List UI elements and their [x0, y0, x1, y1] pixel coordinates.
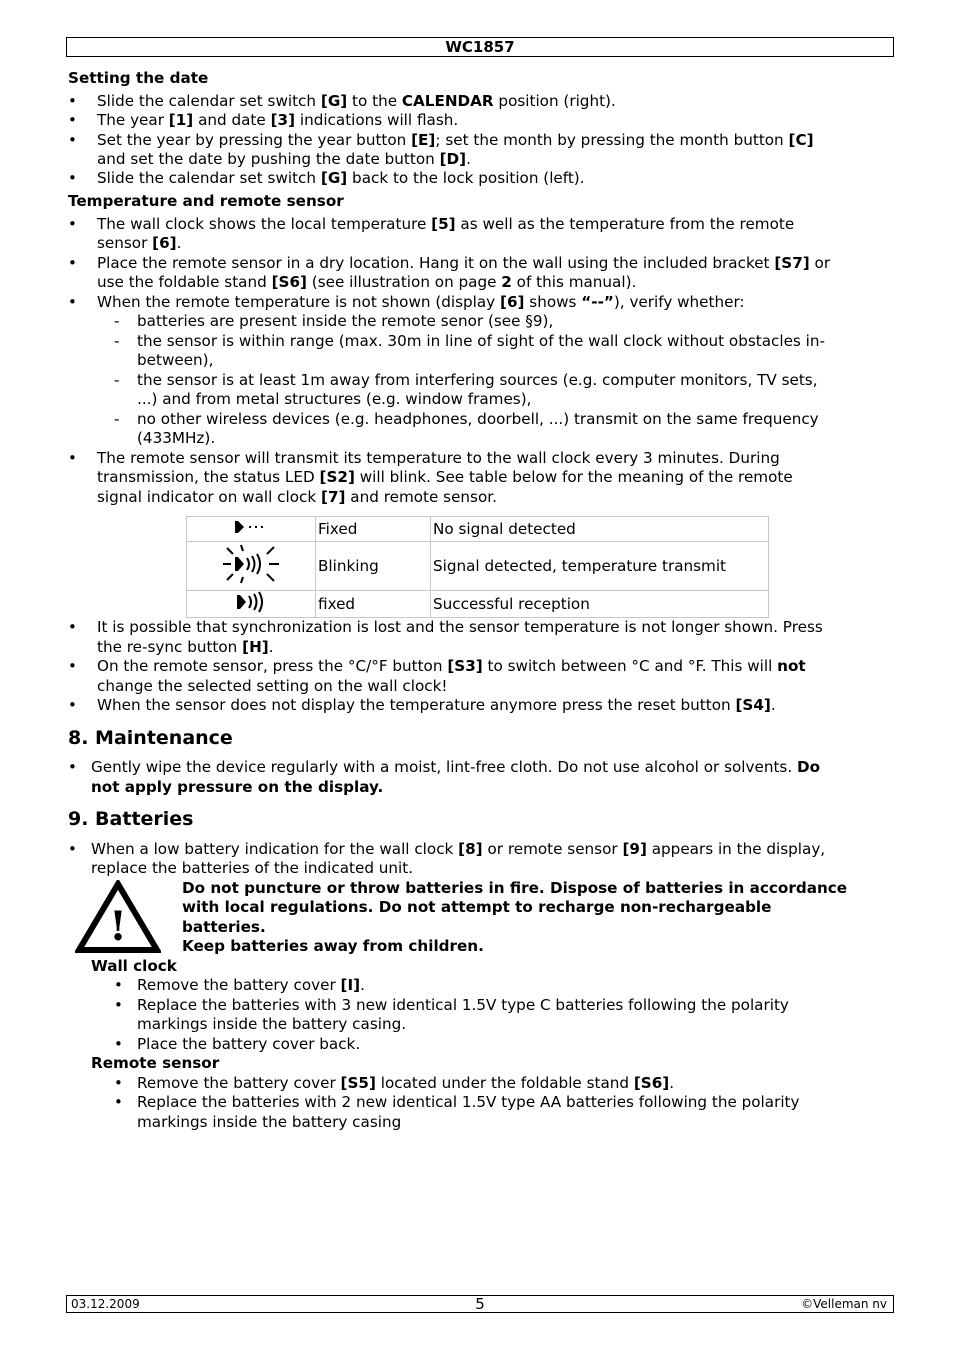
list-item: Slide the calendar set switch [G] back to the lock position (left).: [97, 169, 585, 187]
state-cell: Blinking: [316, 542, 431, 591]
footer: [66, 1295, 894, 1313]
sub-item: the sensor is at least 1m away from interfering sources (e.g. computer monitors, TV sets,: [137, 371, 818, 389]
dash: -: [114, 332, 120, 350]
warning-text: with local regulations. Do not attempt to recharge non-rechargeable: [182, 898, 772, 916]
header-model: WC1857: [66, 37, 894, 57]
table-row: [187, 591, 769, 618]
list-item: The wall clock shows the local temperature [5] as well as the temperature from the remote: [97, 215, 795, 233]
state-cell: fixed: [316, 591, 431, 618]
wall-clock-heading: Wall clock: [91, 957, 177, 975]
bullet: •: [68, 840, 77, 858]
temperature-heading: Temperature and remote sensor: [68, 192, 344, 210]
list-item: Place the battery cover back.: [137, 1035, 361, 1053]
bullet: •: [114, 1074, 123, 1092]
footer-date: 03.12.2009: [71, 1297, 140, 1311]
list-item: Remove the battery cover [I].: [137, 976, 365, 994]
svg-text:!: !: [109, 903, 127, 950]
bullet: •: [68, 758, 77, 776]
maintenance-heading: 8. Maintenance: [68, 727, 233, 749]
list-item: On the remote sensor, press the °C/°F button [S3] to switch between °C and °F. This will not: [97, 657, 806, 675]
bullet: •: [68, 449, 77, 467]
page-number: 5: [475, 1295, 485, 1313]
list-item: The remote sensor will transmit its temperature to the wall clock every 3 minutes. During: [97, 449, 780, 467]
table-row: [187, 542, 769, 591]
icon-cell: [187, 542, 316, 591]
list-item: When the remote temperature is not shown (display [6] shows “--”), verify whether:: [97, 293, 745, 311]
bullet: •: [114, 1093, 123, 1111]
list-item-cont: use the foldable stand [S6] (see illustration on page 2 of this manual).: [97, 273, 637, 291]
signal-blinking-icon: [219, 542, 283, 586]
bullet: •: [68, 657, 77, 675]
list-item-cont: sensor [6].: [97, 234, 182, 252]
signal-none-icon: [231, 517, 271, 537]
list-item: Remove the battery cover [S5] located under the foldable stand [S6].: [137, 1074, 675, 1092]
bullet: •: [68, 131, 77, 149]
warning-text: Keep batteries away from children.: [182, 937, 484, 955]
sub-item-cont: (433MHz).: [137, 429, 216, 447]
dash: -: [114, 410, 120, 428]
list-item: When a low battery indication for the wall clock [8] or remote sensor [9] appears in the display,: [91, 840, 826, 858]
state-cell: Fixed: [316, 517, 431, 542]
sub-item-cont: ...) and from metal structures (e.g. window frames),: [137, 390, 532, 408]
remote-sensor-heading: Remote sensor: [91, 1054, 220, 1072]
bullet: •: [114, 976, 123, 994]
warning-text: Do not puncture or throw batteries in fire. Dispose of batteries in accordance: [182, 879, 848, 897]
warning-triangle-icon: [75, 880, 161, 954]
list-item-cont: transmission, the status LED [S2] will blink. See table below for the meaning of the remote: [97, 468, 793, 486]
list-item: When the sensor does not display the temperature anymore press the reset button [S4].: [97, 696, 776, 714]
sub-item: no other wireless devices (e.g. headphones, doorbell, ...) transmit on the same frequency: [137, 410, 819, 428]
list-item-cont: not apply pressure on the display.: [91, 778, 384, 796]
list-item: Gently wipe the device regularly with a moist, lint-free cloth. Do not use alcohol or solvents. Do: [91, 758, 821, 776]
meaning-cell: Successful reception: [431, 591, 769, 618]
signal-table: [186, 516, 769, 618]
list-item: Slide the calendar set switch [G] to the CALENDAR position (right).: [97, 92, 616, 110]
footer-copyright: ©Velleman nv: [801, 1297, 887, 1311]
list-item: Place the remote sensor in a dry location. Hang it on the wall using the included bracket [S7] or: [97, 254, 831, 272]
list-item-cont: change the selected setting on the wall clock!: [97, 677, 448, 695]
bullet: •: [68, 111, 77, 129]
dash: -: [114, 312, 120, 330]
list-item: Replace the batteries with 2 new identical 1.5V type AA batteries following the polarity: [137, 1093, 800, 1111]
list-item-cont: signal indicator on wall clock [7] and remote sensor.: [97, 488, 497, 506]
warning-text: batteries.: [182, 918, 266, 936]
list-item-cont: and set the date by pushing the date button [D].: [97, 150, 471, 168]
list-item: Replace the batteries with 3 new identical 1.5V type C batteries following the polarity: [137, 996, 789, 1014]
bullet: •: [68, 254, 77, 272]
list-item-cont: replace the batteries of the indicated unit.: [91, 859, 414, 877]
meaning-cell: No signal detected: [431, 517, 769, 542]
bullet: •: [114, 996, 123, 1014]
bullet: •: [68, 293, 77, 311]
batteries-heading: 9. Batteries: [68, 808, 194, 830]
list-item-cont: markings inside the battery casing: [137, 1113, 402, 1131]
bullet: •: [68, 92, 77, 110]
signal-full-icon: [231, 591, 271, 613]
bullet: •: [68, 618, 77, 636]
bullet: •: [114, 1035, 123, 1053]
table-row: [187, 517, 769, 542]
icon-cell: [187, 517, 316, 542]
list-item: The year [1] and date [3] indications will flash.: [97, 111, 459, 129]
dash: -: [114, 371, 120, 389]
bullet: •: [68, 215, 77, 233]
list-item-cont: the re-sync button [H].: [97, 638, 274, 656]
bullet: •: [68, 696, 77, 714]
icon-cell: [187, 591, 316, 618]
list-item: It is possible that synchronization is lost and the sensor temperature is not longer shown. Press: [97, 618, 823, 636]
sub-item: the sensor is within range (max. 30m in line of sight of the wall clock without obstacles in-: [137, 332, 825, 350]
sub-item: batteries are present inside the remote senor (see §9),: [137, 312, 554, 330]
list-item-cont: markings inside the battery casing.: [137, 1015, 407, 1033]
setting-date-heading: Setting the date: [68, 69, 209, 87]
bullet: •: [68, 169, 77, 187]
list-item: Set the year by pressing the year button [E]; set the month by pressing the month button [C]: [97, 131, 814, 149]
meaning-cell: Signal detected, temperature transmit: [431, 542, 769, 591]
sub-item-cont: between),: [137, 351, 214, 369]
